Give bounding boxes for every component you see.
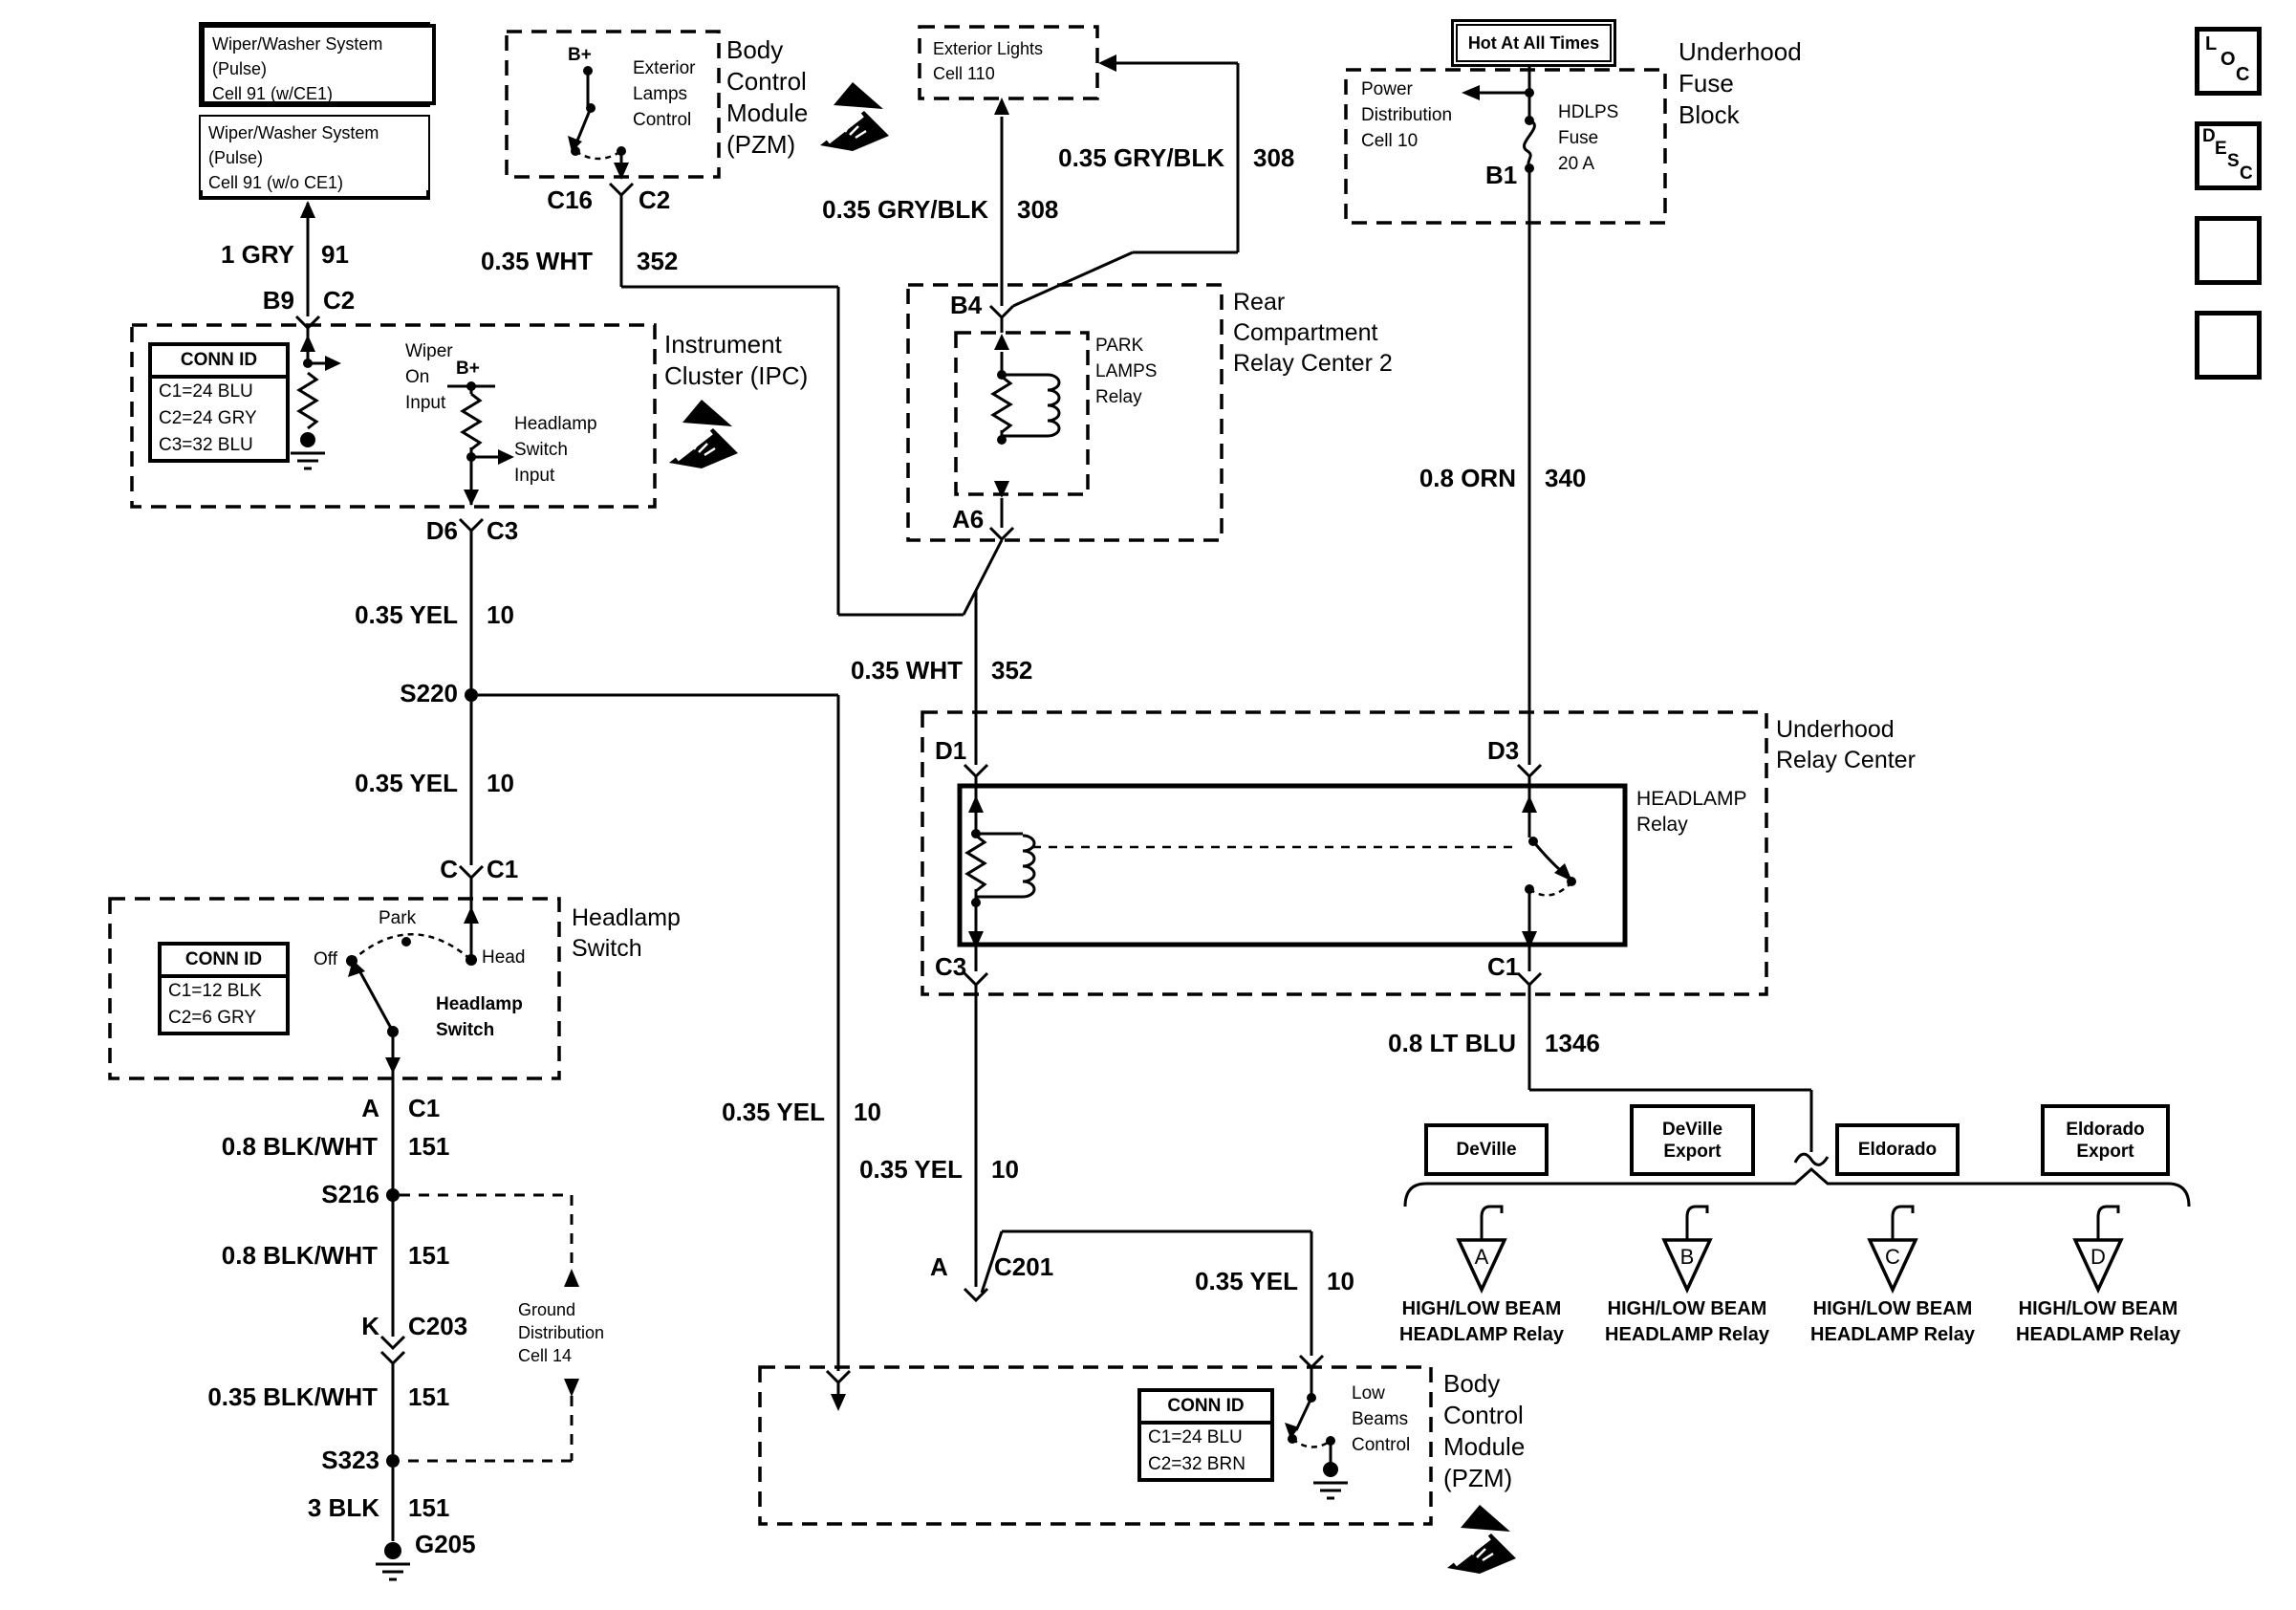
title-line: Control [1443,1401,1524,1429]
title-line: Relay Center 2 [1233,350,1393,377]
wire-break-squiggle [1795,1154,1828,1164]
esd-icon-ipc [669,400,738,468]
wire-label: 0.35 YEL [355,600,458,629]
triangle-letter-d: D [2090,1245,2106,1269]
label-line: Lamps [633,84,688,104]
hook-icon [1893,1207,1913,1240]
rear-relay-title [1233,287,1393,379]
title-line: Rear [1233,289,1286,315]
title-line: Body [1443,1369,1501,1398]
hook-icon [1482,1207,1502,1240]
ref-box-wiper1 [201,24,436,105]
wire-label: 0.35 GRY/BLK [1058,143,1224,172]
variant-box-eldorado-export [2041,1104,2170,1176]
hot-at-all-times-box [1451,19,1616,67]
terminal-label: C1 [1487,952,1520,981]
triangle-letter-b: B [1679,1245,1695,1269]
fuse-icon [1525,120,1535,166]
wire-label: 0.8 BLK/WHT [221,1132,378,1161]
underhood-relay-center-box [922,712,1766,994]
conn-id-table-headlamp-switch [158,942,290,1035]
conn-id-header: CONN ID [152,346,286,379]
label-line: Cell 10 [1361,131,1419,151]
desc-letter: D [2202,126,2216,146]
title-line: Relay Center [1776,747,1916,773]
conn-id-row: C2=32 BRN [1148,1454,1245,1474]
hot-at-all-times-label: Hot At All Times [1456,24,1612,62]
conn-id-row: C3=32 BLU [159,435,253,455]
title-line: Module [1443,1432,1526,1461]
power-distribution-label [1361,76,1452,154]
headlamp-relay-label [1636,786,1747,838]
conn-id-row: C1=12 BLK [168,981,262,1001]
caption-line: HEADLAMP Relay [1399,1324,1564,1345]
terminal-label: B9 [262,286,294,315]
wire-label: 0.8 LT BLU [1388,1029,1516,1057]
esd-icon-bcm-bottom [1447,1505,1516,1574]
title-line: Underhood [1776,716,1895,743]
ref-line: Distribution [518,1323,605,1342]
conn-id-row: C1=24 BLU [159,381,253,402]
label-line: Distribution [1361,105,1453,125]
coil-icon [1048,375,1059,436]
headlamp-switch-input-label [514,411,597,489]
conn-id-row: C2=24 GRY [159,408,257,428]
ref-line: Cell 91 (w/CE1) [212,84,334,103]
esd-icon-bcm-top [820,82,889,151]
park-lamps-relay-label [1095,333,1157,410]
wire-label: 0.35 GRY/BLK [822,195,988,224]
ground-label: G205 [415,1530,476,1558]
label-line: Exterior [633,58,696,78]
connector-label: C1 [408,1094,441,1122]
caption-line: HIGH/LOW BEAM [2018,1298,2178,1319]
switch-park-label: Park [379,908,417,928]
triangle-letter-a: A [1474,1245,1489,1269]
circuit-number: 151 [408,1132,450,1161]
title-line: Instrument [664,330,782,359]
label-line: Control [633,110,692,130]
coil-icons [1023,375,1059,897]
terminal-label: D6 [425,516,458,545]
bcm-top-title [726,34,808,161]
terminal-label: C [440,855,458,883]
splice-label: S323 [321,1446,379,1474]
hdlps-fuse-label [1558,99,1618,177]
ref-line: Cell 14 [518,1346,573,1365]
title-line: Block [1679,100,1740,129]
label-line: Fuse [1558,128,1599,148]
label-line: On [405,367,430,387]
caption-line: HEADLAMP Relay [1810,1324,1975,1345]
hook-icon [2098,1207,2118,1240]
relay-center-title [1776,714,1916,775]
circuit-number: 151 [408,1241,450,1270]
conn-id-row: C2=6 GRY [168,1008,257,1028]
terminal-label: A6 [952,505,985,533]
caption-line: HIGH/LOW BEAM [1401,1298,1562,1319]
title-line: Compartment [1233,319,1378,346]
ref-line: Wiper/Washer System [212,34,383,54]
terminal-label: C3 [935,952,967,981]
wire-label: 0.35 YEL [1195,1267,1298,1295]
title-line: Fuse [1679,69,1734,98]
bcm-bottom-title [1443,1368,1525,1494]
label-line: Wiper [405,341,453,361]
label-line: Low [1352,1383,1385,1403]
terminal-label: B1 [1485,161,1518,189]
label-line: Switch [514,440,568,460]
fuse-block-title [1679,36,1802,131]
circuit-number: 151 [408,1493,450,1522]
ref-line: Exterior Lights [933,39,1044,58]
label-line: Power [1361,79,1413,99]
conn-id-row: C1=24 BLU [1148,1427,1243,1447]
variant-box-label: Eldorado Export [2066,1119,2145,1162]
coil-icon [1023,836,1034,897]
wire-label: 0.35 YEL [355,769,458,797]
connector-label: C1 [487,855,519,883]
resistor-icon [299,373,316,428]
wire-label: 3 BLK [307,1493,379,1522]
caption-line: HEADLAMP Relay [2016,1324,2180,1345]
connector-label: C203 [408,1312,468,1340]
wire-label: 0.35 YEL [722,1098,825,1126]
circuit-number: 308 [1017,195,1059,224]
terminal-label: D1 [935,736,967,765]
terminal-label: K [361,1312,379,1340]
circuit-number: 10 [487,769,514,797]
terminal-label: D3 [1487,736,1520,765]
switch-head-label: Head [482,947,526,968]
circuit-number: 1346 [1545,1029,1600,1057]
variant-caption [1376,1296,1587,1348]
title-line: Headlamp [572,904,681,931]
circuit-number: 352 [991,656,1033,685]
label-line: Switch [436,1020,495,1040]
exterior-lamps-control-label [633,55,695,133]
b-plus-label: B+ [568,45,592,65]
label-line: Control [1352,1435,1411,1455]
wire-label: 0.8 ORN [1419,464,1516,492]
label-line: Input [405,393,446,413]
ipc-title [664,329,808,392]
connector-label: C2 [639,185,671,214]
label-line: LAMPS [1095,361,1158,381]
label-line: Headlamp [514,414,597,434]
switch-off-label: Off [314,949,337,969]
terminal-label: A [361,1094,379,1122]
variant-box-label: DeVille Export [1661,1119,1723,1162]
desc-letter: S [2227,151,2240,171]
ref-line: Cell 91 (w/o CE1) [208,173,344,192]
wire-label: 0.35 WHT [480,247,593,275]
circuit-number: 10 [1327,1267,1354,1295]
ref-line: (Pulse) [208,148,264,167]
wire-label: 1 GRY [220,240,294,269]
ref-box-ground-distribution [518,1298,604,1367]
desc-letter: E [2215,139,2227,159]
triangle-letter-c: C [1885,1245,1900,1269]
title-line: Body [726,35,784,64]
loc-letter: C [2236,64,2250,85]
conn-id-header: CONN ID [162,946,286,978]
ref-box-exterior-lights [933,36,1043,86]
splice-label: S216 [321,1180,379,1208]
variant-caption [1993,1296,2203,1348]
connector-label: C2 [323,286,356,315]
variant-box-eldorado [1835,1123,1960,1176]
circuit-number: 10 [854,1098,881,1126]
hook-icon [1687,1207,1707,1240]
title-line: Control [726,67,807,96]
circuit-number: 10 [991,1155,1019,1184]
headlamp-switch-title [572,903,681,964]
label-line: Beams [1352,1409,1409,1429]
variant-caption [1582,1296,1792,1348]
headlamp-switch-inner-label [436,991,523,1043]
caption-line: HEADLAMP Relay [1605,1324,1769,1345]
splice-label: S220 [400,679,458,707]
label-line: 20 A [1558,154,1595,174]
low-beams-control-label [1352,1381,1410,1458]
title-line: Module [726,98,809,127]
circuit-number: 91 [321,240,349,269]
variant-box-deville-export [1630,1104,1755,1176]
variant-box-label: Eldorado [1857,1140,1938,1160]
label-line: Relay [1095,387,1142,407]
connector-label: C3 [487,516,519,545]
wiper-on-input-label [405,338,453,416]
resistor-icon [967,836,985,891]
title-line: (PZM) [1443,1464,1513,1492]
circuit-number: 308 [1253,143,1295,172]
circuit-number: 340 [1545,464,1587,492]
label-line: Input [514,466,555,486]
variant-caption [1787,1296,1998,1348]
label-line: PARK [1095,336,1144,356]
forward-button[interactable] [2195,216,2262,285]
conn-id-header: CONN ID [1141,1392,1270,1425]
back-button[interactable] [2195,311,2262,380]
park-lamps-relay-box [956,333,1088,494]
ref-line: Wiper/Washer System [208,123,379,142]
wire-label: 0.35 BLK/WHT [207,1382,378,1411]
terminal-label: B4 [950,291,983,319]
wire-label: 0.35 WHT [850,656,963,685]
loc-button[interactable] [2195,27,2262,96]
ref-line: (Pulse) [212,59,268,78]
caption-line: HIGH/LOW BEAM [1812,1298,1973,1319]
title-line: Switch [572,935,642,962]
desc-letter: C [2240,163,2253,184]
ref-line: Ground [518,1300,576,1319]
variant-box-deville [1424,1123,1549,1176]
title-line: Underhood [1679,37,1802,66]
title-line: Cluster (IPC) [664,361,809,390]
terminal-label: A [930,1252,948,1281]
resistor-icon [993,377,1010,432]
label-line: HDLPS [1558,102,1619,122]
conn-id-table-pzm [1137,1388,1274,1482]
caption-line: HIGH/LOW BEAM [1607,1298,1767,1319]
label-line: HEADLAMP [1636,788,1747,810]
b-plus-label: B+ [456,359,480,379]
label-line: Headlamp [436,994,523,1014]
resistor-icon [463,394,480,449]
wire-label: 0.35 YEL [859,1155,963,1184]
label-line: Relay [1636,814,1688,836]
title-line: (PZM) [726,130,796,159]
connector-label: C201 [994,1252,1054,1281]
conn-id-table-ipc [148,342,290,463]
terminal-label: C16 [547,185,593,214]
ref-box-wiper2-text [201,117,428,190]
circuit-number: 352 [637,247,679,275]
circuit-number: 151 [408,1382,450,1411]
ref-line: Cell 110 [933,64,995,83]
wire-label: 0.8 BLK/WHT [221,1241,378,1270]
desc-button[interactable] [2195,121,2262,190]
loc-letter: O [2220,49,2236,70]
loc-letter: L [2205,33,2218,54]
variant-box-label: DeVille [1456,1140,1517,1160]
circuit-number: 10 [487,600,514,629]
